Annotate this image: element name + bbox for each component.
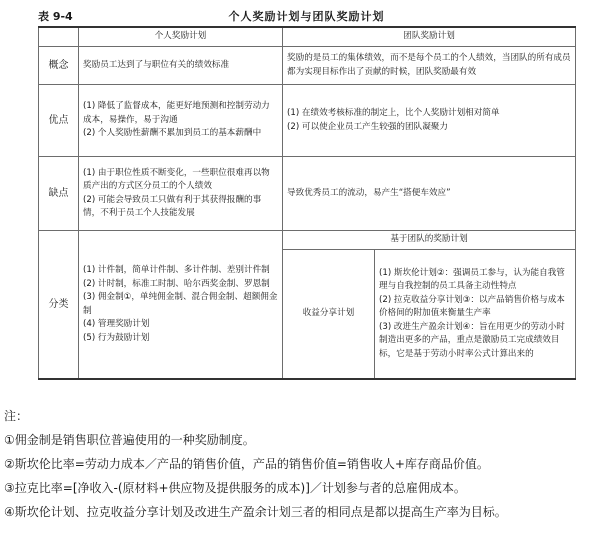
table-row-categories-top [39,231,576,250]
cell-disadvantages-individual [79,157,283,231]
note-item: ①佣金制是销售职位普遍使用的一种奖励制度。 [4,433,255,447]
row-label-concept: 概念 [39,47,79,85]
categories-individual-text: (1) 计件制，简单计件制、多计件制、差别计件制 (2) 计时制，标准工时制、哈尔西奖金制、罗恩制 (3) 佣金制①，单纯佣金制、混合佣金制、超额佣金制 (4) 管理奖励计划 (5) 行为鼓励计划 [83,265,278,343]
cell-disadvantages-team: 导致优秀员工的流动，易产生“搭便车效应” [283,157,576,231]
table-row-advantages [39,85,576,157]
comparison-table [38,26,576,380]
team-subheader: 基于团队的奖励计划 [283,231,576,250]
team-plan-detail [375,249,576,379]
table-caption [38,8,575,24]
cell-categories-individual [79,231,283,380]
header-empty-cell [39,27,79,47]
note-item: ③拉克比率=[净收入-(原材料+供应物及提供服务的成本)]／计划参与者的总雇佣成本。 [4,481,466,495]
advantages-individual-text: (1) 降低了监督成本，能更好地预测和控制劳动力成本，易操作，易于沟通 (2) 个人奖励性薪酬不累加到员工的基本薪酬中 [83,101,270,139]
footnotes [4,404,586,524]
row-label-categories: 分类 [39,231,79,380]
row-label-advantages: 优点 [39,85,79,157]
table-header-row [39,27,576,47]
notes-heading: 注： [4,409,29,423]
note-item: ②斯坎伦比率=劳动力成本／产品的销售价值，产品的销售价值=销售收人+库存商品价值。 [4,457,489,471]
table-row-concept [39,47,576,85]
team-plan-name: 收益分享计划 [283,249,375,379]
cell-concept-individual: 奖励员工达到了与职位有关的绩效标准 [79,47,283,85]
cell-advantages-individual [79,85,283,157]
row-label-disadvantages: 缺点 [39,157,79,231]
team-plan-detail-text: (1) 斯坎伦计划②：强调员工参与，认为能自我管理与自我控制的员工具备主动性特点 (2) 拉克收益分享计划③：以产品销售价格与成本价格间的附加值来衡量生产率 (3) 改进生产盈余计划④：旨在用更少的劳动小时制造出更多的产品，重点是激励员工完成绩效目标，它是基于劳动小时率公式计算出来的 [379,267,565,359]
table-number: 表 9-4 [38,10,73,23]
table-title: 个人奖励计划与团队奖励计划 [228,10,385,23]
note-item: ④斯坎伦计划、拉克收益分享计划及改进生产盈余计划三者的相同点是都以提高生产率为目标。 [4,505,507,519]
header-individual: 个人奖励计划 [79,27,283,47]
cell-concept-team: 奖励的是员工的集体绩效，而不是每个员工的个人绩效，当团队的所有成员都为实现目标作出了贡献的时候，团队奖励最有效 [283,47,576,85]
disadvantages-individual-text: (1) 由于职位性质不断变化，一些职位很难再以物质产出的方式区分员工的个人绩效 (2) 可能会导致员工只做有利于其获得报酬的事情，不利于员工个人技能发展 [83,167,270,218]
cell-advantages-team [283,85,576,157]
header-team: 团队奖励计划 [283,27,576,47]
advantages-team-text: (1) 在绩效考核标准的制定上，比个人奖励计划相对简单 (2) 可以使企业员工产生较强的团队凝聚力 [287,108,500,132]
table-row-disadvantages [39,157,576,231]
